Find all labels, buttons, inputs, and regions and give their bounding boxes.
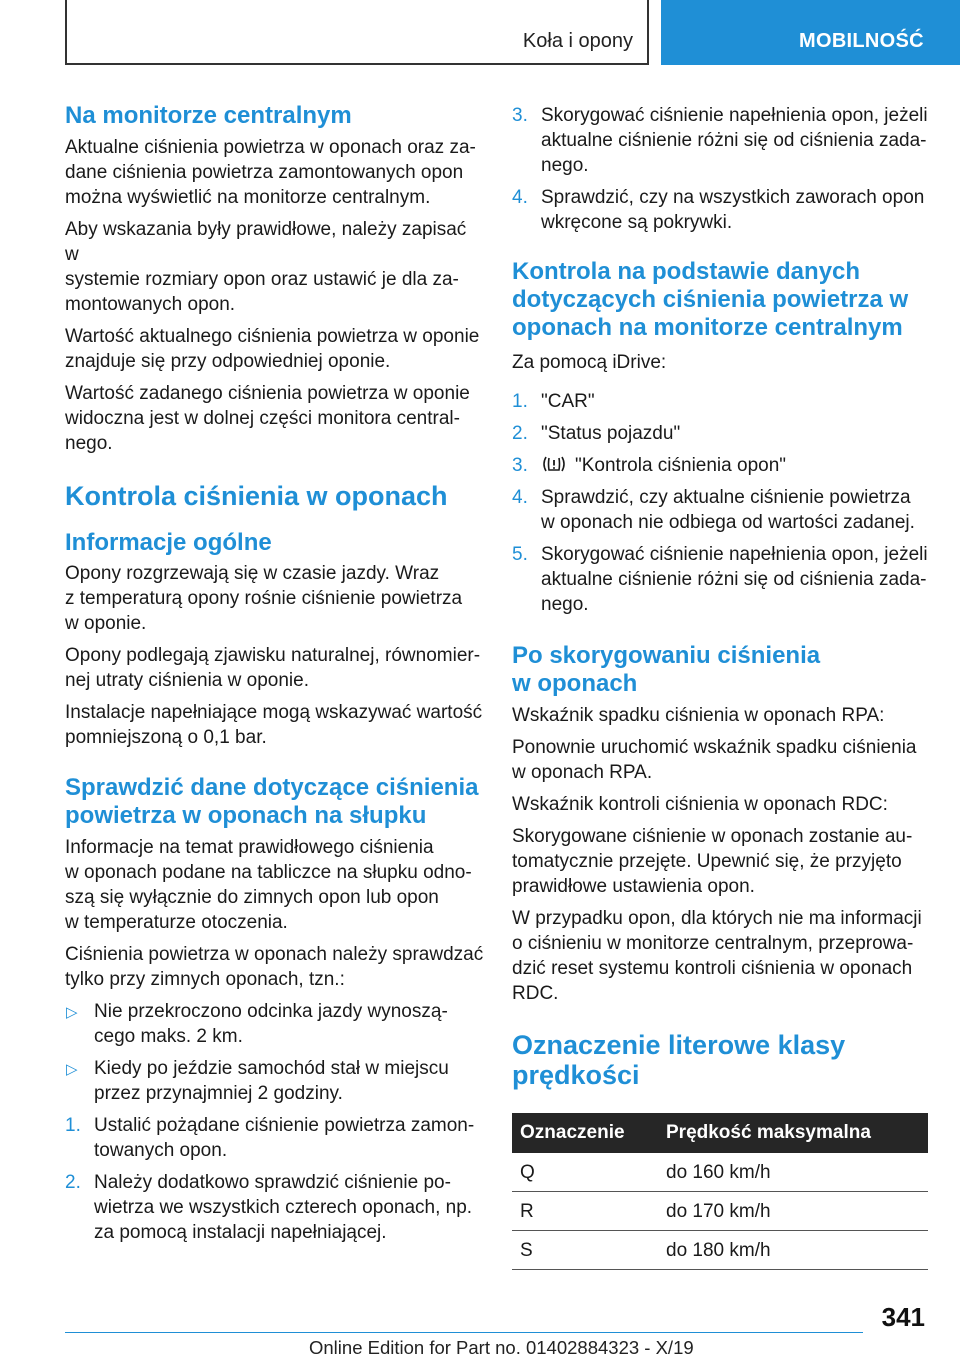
heading-general-info: Informacje ogólne xyxy=(65,529,272,556)
heading-data-control: Kontrola na podstawie danych dotyczących ciśnienia powietrza w oponach na monitorze centralnym xyxy=(512,258,909,341)
list-item: 1. "CAR" xyxy=(512,391,595,412)
heading-pressure-control: Kontrola ciśnienia w oponach xyxy=(65,481,448,511)
table-row: Q do 160 km/h xyxy=(512,1153,928,1192)
table-row: S do 180 km/h xyxy=(512,1231,928,1270)
heading-after-correction: Po skorygowaniu ciśnienia w oponach xyxy=(512,642,821,697)
section-tab xyxy=(661,0,960,65)
triangle-bullet-icon: ▷ xyxy=(66,1061,78,1078)
paragraph: Aktualne ciśnienia powietrza w oponach oraz za‐ dane ciśnienia powietrza zamontowanych opon można wyświetlić na monitorze centralnym. xyxy=(65,137,476,208)
triangle-bullet-icon: ▷ xyxy=(66,1004,78,1021)
section-title: MOBILNOŚĆ xyxy=(799,30,924,52)
footer-divider xyxy=(65,1332,863,1333)
column-header: Oznaczenie xyxy=(520,1122,625,1143)
list-item: 4. Sprawdzić, czy na wszystkich zaworach opon wkręcone są pokrywki. xyxy=(512,187,925,233)
list-item: 4. Sprawdzić, czy aktualne ciśnienie powietrza w oponach nie odbiega od wartości zadanej. xyxy=(512,487,915,533)
paragraph: Wartość aktualnego ciśnienia powietrza w oponie znajduje się przy odpowiedniej oponie. xyxy=(65,326,480,372)
right-column xyxy=(512,100,928,1090)
heading-central-monitor: Na monitorze centralnym xyxy=(65,102,352,129)
footer-edition: Online Edition for Part no. 01402884323 - X/19 xyxy=(309,1337,694,1358)
list-item: 3. "Kontrola ciśnienia opon" xyxy=(512,455,787,476)
list-item: 3. Skorygować ciśnienie napełnienia opon, jeżeli aktualne ciśnienie różni się od ciśnienia zada‐ nego. xyxy=(512,105,928,176)
list-item: 1. Ustalić pożądane ciśnienie powietrza zamon‐ towanych opon. xyxy=(65,1115,475,1161)
paragraph: Ponownie uruchomić wskaźnik spadku ciśnienia w oponach RPA. xyxy=(512,737,917,783)
list-item: 2. "Status pojazdu" xyxy=(512,423,681,444)
heading-check-pillar: Sprawdzić dane dotyczące ciśnienia powietrza w oponach na słupku xyxy=(65,774,479,829)
paragraph: W przypadku opon, dla których nie ma informacji o ciśnieniu w monitorze centralnym, przeprowa‐ dzić reset systemu kontroli ciśnienia w oponach RDC. xyxy=(512,908,922,1004)
list-item: ▷ Kiedy po jeździe samochód stał w miejscu przez przynajmniej 2 godziny. xyxy=(66,1058,449,1104)
paragraph: Wartość zadanego ciśnienia powietrza w oponie widoczna jest w dolnej części monitora central‐ nego. xyxy=(65,383,470,454)
table-row: R do 170 km/h xyxy=(512,1192,928,1231)
chapter-title: Koła i opony xyxy=(522,30,633,52)
paragraph: Wskaźnik kontroli ciśnienia w oponach RDC: xyxy=(512,794,888,815)
paragraph: Ciśnienia powietrza w oponach należy sprawdzać tylko przy zimnych oponach, tzn.: xyxy=(65,944,484,990)
paragraph: Opony rozgrzewają się w czasie jazdy. Wraz z temperaturą opony rośnie ciśnienie powietrza w oponie. xyxy=(65,563,463,634)
speed-class-table xyxy=(512,1113,928,1270)
idrive-label: Za pomocą iDrive: xyxy=(512,352,667,373)
paragraph: Opony podlegają zjawisku naturalnej, równomier‐ nej utraty ciśnienia w oponie. xyxy=(65,645,481,691)
list-item: ▷ Nie przekroczono odcinka jazdy wynoszą‐ cego maks. 2 km. xyxy=(66,1001,448,1047)
list-item: 2. Należy dodatkowo sprawdzić ciśnienie po‐ wietrza we wszystkich czterech oponach, np. za pomocą instalacji napełniającej. xyxy=(65,1172,473,1243)
heading-speed-class: Oznaczenie literowe klasy prędkości xyxy=(512,1030,846,1090)
header-chapter-box xyxy=(65,0,649,65)
column-header: Prędkość maksymalna xyxy=(666,1122,871,1143)
paragraph: Instalacje napełniające mogą wskazywać wartość pomniejszoną o 0,1 bar. xyxy=(65,702,483,748)
list-item: 5. Skorygować ciśnienie napełnienia opon, jeżeli aktualne ciśnienie różni się od ciśnienia zada‐ nego. xyxy=(512,544,928,615)
left-column xyxy=(65,100,485,1245)
page-number: 341 xyxy=(881,1302,925,1332)
tire-pressure-warning-icon xyxy=(541,455,567,473)
paragraph: Aby wskazania były prawidłowe, należy zapisać w systemie rozmiary opon oraz ustawić je dla za‐ montowanych opon. xyxy=(65,219,467,315)
paragraph: Wskaźnik spadku ciśnienia w oponach RPA: xyxy=(512,705,885,726)
table-header xyxy=(512,1113,928,1153)
paragraph: Informacje na temat prawidłowego ciśnienia w oponach podane na tabliczce na słupku odno‐ szą się wyłącznie do zimnych opon lub opon w temperaturze otoczenia. xyxy=(65,837,472,933)
paragraph: Skorygowane ciśnienie w oponach zostanie au‐ tomatycznie przejęte. Upewnić się, że przyjęto prawidłowe ustawienia opon. xyxy=(512,826,913,897)
